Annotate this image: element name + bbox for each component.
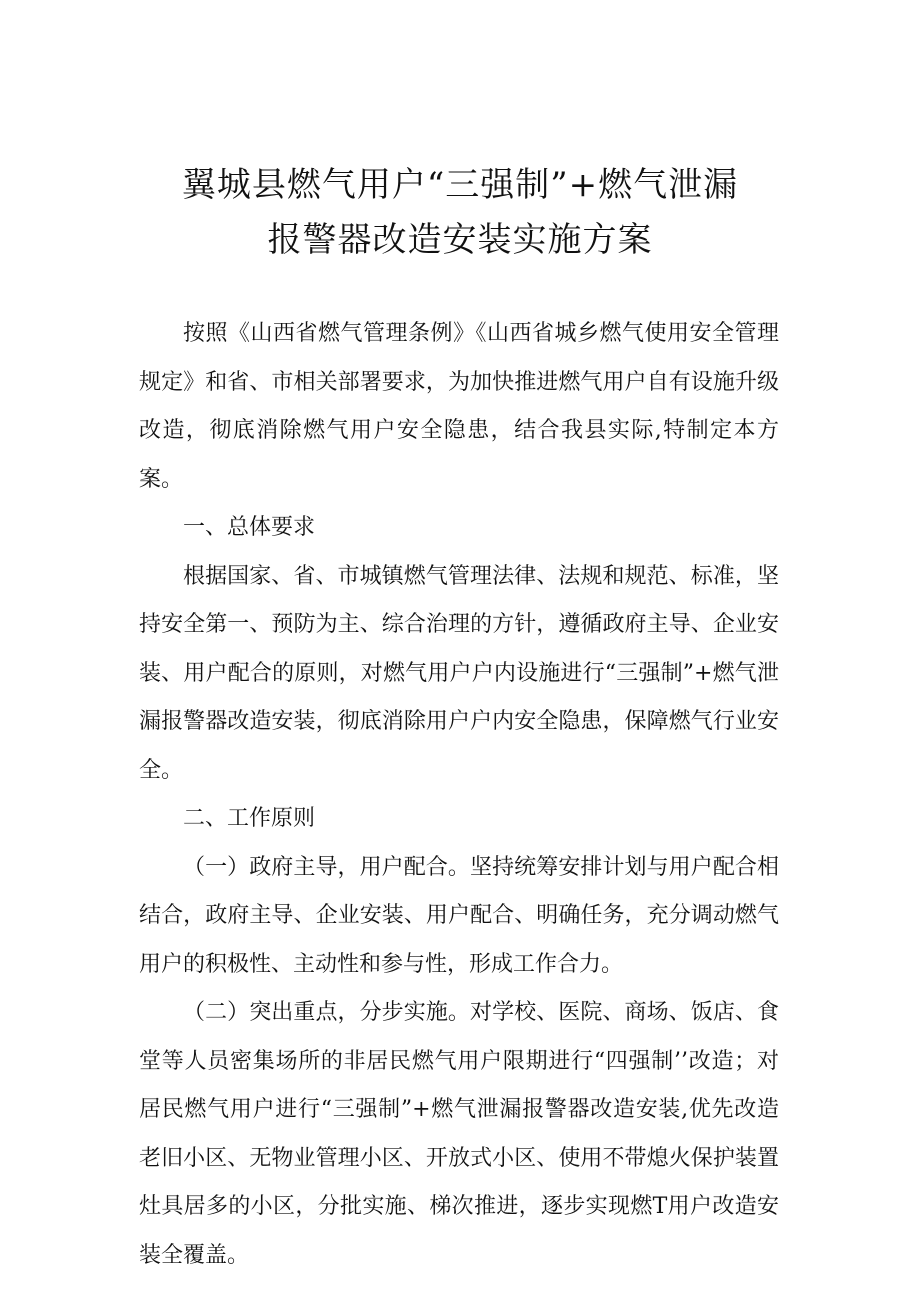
document-body bbox=[139, 310, 779, 1280]
document-title-line-1: 翼城县燃气用户“三强制”+燃气泄漏 bbox=[181, 165, 739, 205]
general-requirements-paragraph: 根据国家、省、市城镇燃气管理法律、法规和规范、标准，坚持安全第一、预防为主、综合治理的方针，遵循政府主导、企业安装、用户配合的原则，对燃气用户户内设施进行“三强制”+燃气泄漏报警器改造安装，彻底消除用户户内安全隐患，保障燃气行业安全。 bbox=[139, 563, 779, 783]
section-heading-general-requirements: 一、总体要求 bbox=[183, 515, 316, 540]
principle-2-paragraph: （二）突出重点，分步实施。对学校、医院、商场、饭店、食堂等人员密集场所的非居民燃气用户限期进行“四强制’’改造；对居民燃气用户进行“三强制”+燃气泄漏报警器改造安装,优先改造老旧小区、无物业管理小区、开放式小区、使用不带熄火保护装置灶具居多的小区，分批实施、梯次推进，逐步实现燃T用户改造安装全覆盖。 bbox=[139, 1000, 779, 1268]
section-heading-work-principles: 二、工作原则 bbox=[183, 806, 316, 831]
principle-1-paragraph: （一）政府主导，用户配合。坚持统筹安排计划与用户配合相结合，政府主导、企业安装、用户配合、明确任务，充分调动燃气用户的积极性、主动性和参与性，形成工作合力。 bbox=[139, 854, 779, 977]
document-title-line-2: 报警器改造安装实施方案 bbox=[267, 220, 653, 260]
intro-paragraph: 按照《山西省燃气管理条例》《山西省城乡燃气使用安全管理规定》和省、市相关部署要求，为加快推进燃气用户自有设施升级改造，彻底消除燃气用户安全隐患，结合我县实际,特制定本方案。 bbox=[139, 321, 779, 492]
